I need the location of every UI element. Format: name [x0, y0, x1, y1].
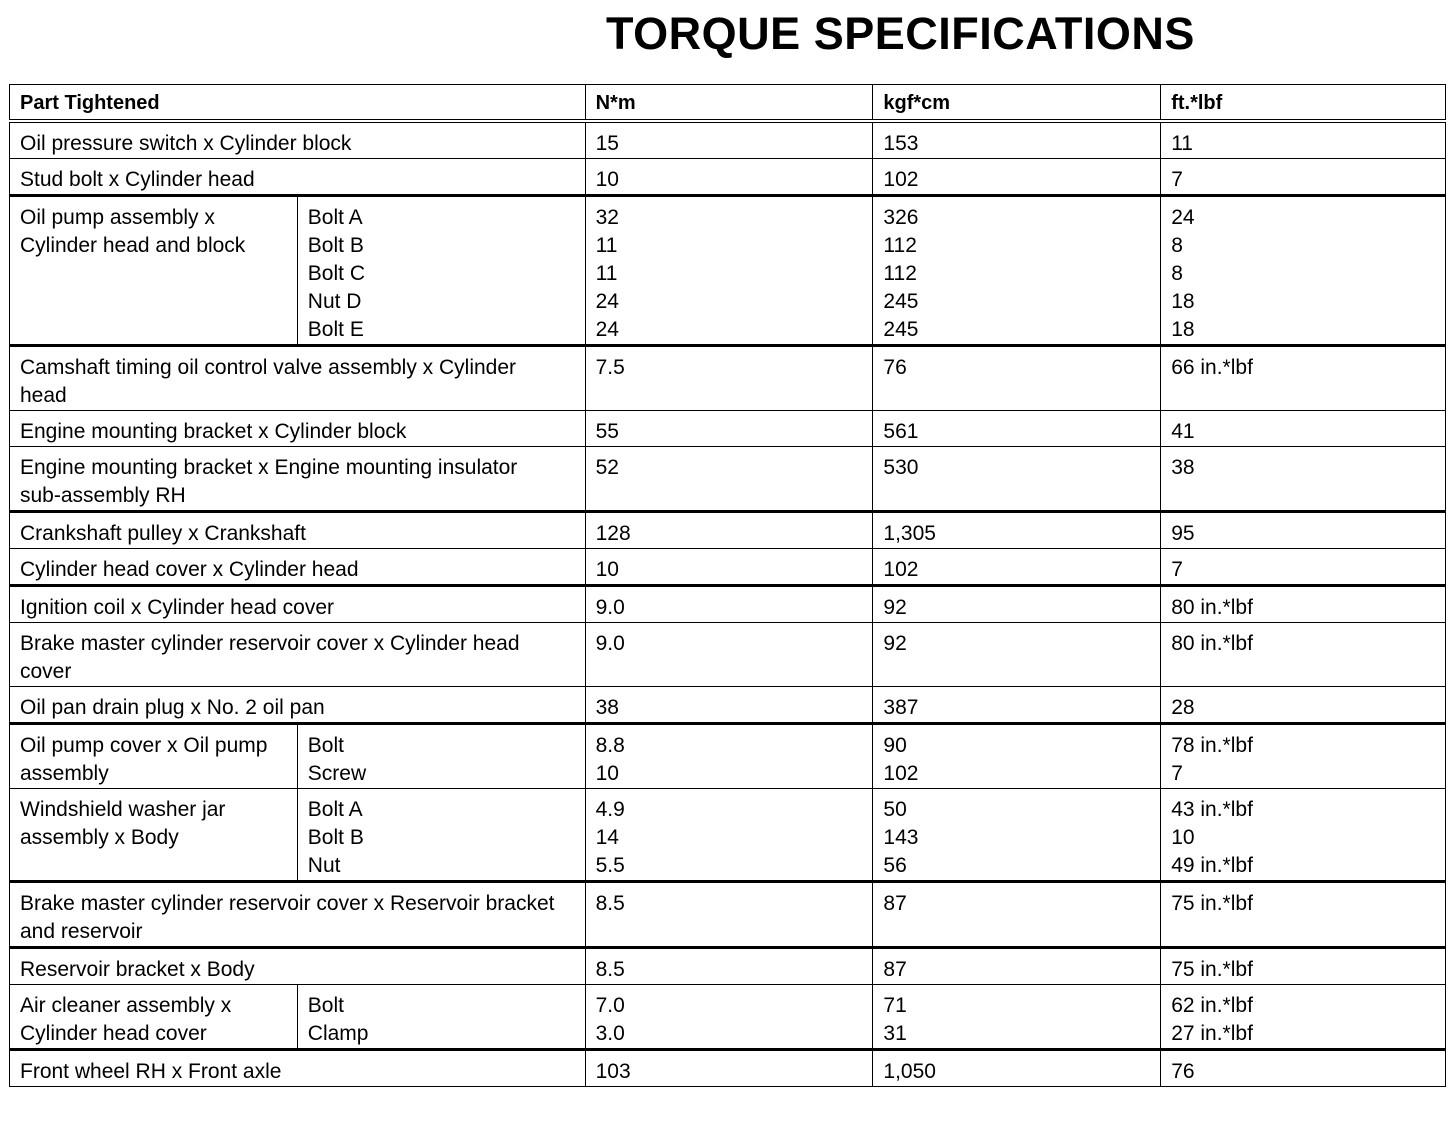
table-row	[10, 411, 1446, 447]
kgf-cell	[873, 549, 1161, 586]
kgf-cell	[873, 411, 1161, 447]
cell-text: 530	[883, 456, 919, 479]
cell-text: 153	[883, 132, 919, 155]
ft-cell	[1161, 687, 1446, 724]
cell-text: 62 in.*lbf	[1171, 994, 1253, 1017]
cell-text: 27 in.*lbf	[1171, 1022, 1253, 1045]
part-cell	[10, 882, 586, 948]
cell-text: Bolt	[307, 734, 344, 757]
part-cell	[10, 985, 298, 1050]
part-cell	[10, 586, 586, 623]
cell-text: 7	[1171, 558, 1183, 581]
kgf-cell	[873, 687, 1161, 724]
cell-text: 9.0	[595, 596, 625, 619]
cell-text: 24	[1171, 206, 1195, 229]
nm-cell	[585, 196, 873, 346]
nm-cell	[585, 1050, 873, 1087]
kgf-cell	[873, 882, 1161, 948]
cell-text: Oil pump assembly x Cylinder head and block	[20, 206, 246, 257]
cell-text: Oil pan drain plug x No. 2 oil pan	[20, 696, 325, 719]
cell-text: 7	[1171, 762, 1183, 785]
cell-text: Nut	[307, 854, 341, 877]
nm-cell	[585, 789, 873, 882]
cell-text: 8	[1171, 234, 1183, 257]
ft-cell	[1161, 411, 1446, 447]
ft-cell	[1161, 985, 1446, 1050]
cell-text: 11	[595, 234, 618, 257]
cell-text: Cylinder head cover x Cylinder head	[20, 558, 359, 581]
cell-text: 71	[883, 994, 907, 1017]
cell-text: 52	[595, 456, 619, 479]
cell-text: 9.0	[595, 632, 625, 655]
cell-text: 43 in.*lbf	[1171, 798, 1253, 821]
cell-text: 8.5	[595, 892, 625, 915]
nm-cell	[585, 549, 873, 586]
nm-cell	[585, 159, 873, 196]
ft-cell	[1161, 549, 1446, 586]
header-part: Part Tightened	[10, 85, 586, 122]
cell-text: 10	[1171, 826, 1195, 849]
part-cell	[10, 948, 586, 985]
ft-cell	[1161, 789, 1446, 882]
cell-text: 4.9	[595, 798, 625, 821]
cell-text: Clamp	[307, 1022, 369, 1045]
kgf-cell	[873, 447, 1161, 512]
nm-cell	[585, 121, 873, 159]
table-row	[10, 549, 1446, 586]
cell-text: 7.0	[595, 994, 625, 1017]
cell-text: 92	[883, 596, 907, 619]
kgf-cell	[873, 623, 1161, 687]
nm-cell	[585, 985, 873, 1050]
cell-text: Bolt C	[307, 262, 365, 285]
cell-text: Ignition coil x Cylinder head cover	[20, 596, 334, 619]
kgf-cell	[873, 948, 1161, 985]
cell-text: 103	[595, 1060, 631, 1083]
ft-cell	[1161, 159, 1446, 196]
table-row	[10, 121, 1446, 159]
table-row	[10, 512, 1446, 549]
cell-text: 10	[595, 762, 619, 785]
part-cell	[10, 789, 298, 882]
cell-text: 80 in.*lbf	[1171, 596, 1253, 619]
kgf-cell	[873, 346, 1161, 411]
sub-part-cell	[297, 724, 585, 789]
sub-part-cell	[297, 985, 585, 1050]
cell-text: 50	[883, 798, 907, 821]
kgf-cell	[873, 586, 1161, 623]
cell-text: 1,305	[883, 522, 936, 545]
cell-text: 11	[1171, 132, 1193, 155]
kgf-cell	[873, 196, 1161, 346]
ft-cell	[1161, 623, 1446, 687]
cell-text: Bolt E	[307, 318, 364, 341]
cell-text: 90	[883, 734, 907, 757]
nm-cell	[585, 724, 873, 789]
cell-text: Bolt A	[307, 206, 363, 229]
ft-cell	[1161, 346, 1446, 411]
table-row	[10, 985, 1446, 1050]
cell-text: 18	[1171, 318, 1195, 341]
cell-text: Air cleaner assembly x Cylinder head cover	[20, 994, 232, 1045]
cell-text: 66 in.*lbf	[1171, 356, 1253, 379]
part-cell	[10, 346, 586, 411]
cell-text: 32	[595, 206, 619, 229]
cell-text: 15	[595, 132, 619, 155]
cell-text: 7	[1171, 168, 1183, 191]
table-row	[10, 623, 1446, 687]
cell-text: 80 in.*lbf	[1171, 632, 1253, 655]
part-cell	[10, 411, 586, 447]
part-cell	[10, 549, 586, 586]
cell-text: 38	[595, 696, 619, 719]
cell-text: 75 in.*lbf	[1171, 892, 1253, 915]
cell-text: Windshield washer jar assembly x Body	[20, 798, 226, 849]
part-cell	[10, 623, 586, 687]
cell-text: 24	[595, 290, 619, 313]
cell-text: 49 in.*lbf	[1171, 854, 1253, 877]
part-cell	[10, 121, 586, 159]
header-kgf: kgf*cm	[873, 85, 1161, 122]
nm-cell	[585, 346, 873, 411]
title-text: TORQUE SPECIFICATIONS	[606, 8, 1195, 59]
table-row	[10, 882, 1446, 948]
cell-text: Bolt B	[307, 826, 364, 849]
cell-text: 11	[595, 262, 618, 285]
ft-cell	[1161, 196, 1446, 346]
table-row	[10, 196, 1446, 346]
ft-cell	[1161, 1050, 1446, 1087]
header-ftlbf: ft.*lbf	[1161, 85, 1446, 122]
ft-cell	[1161, 121, 1446, 159]
cell-text: 102	[883, 762, 919, 785]
cell-text: 1,050	[883, 1060, 936, 1083]
cell-text: 102	[883, 558, 919, 581]
cell-text: 245	[883, 290, 919, 313]
sub-part-cell	[297, 789, 585, 882]
cell-text: 112	[883, 234, 917, 257]
cell-text: 7.5	[595, 356, 625, 379]
table-row	[10, 159, 1446, 196]
cell-text: 18	[1171, 290, 1195, 313]
cell-text: Bolt A	[307, 798, 363, 821]
table-row	[10, 687, 1446, 724]
nm-cell	[585, 882, 873, 948]
kgf-cell	[873, 512, 1161, 549]
cell-text: 31	[883, 1022, 907, 1045]
cell-text: 76	[883, 356, 907, 379]
cell-text: Stud bolt x Cylinder head	[20, 168, 255, 191]
table-row	[10, 789, 1446, 882]
table-row	[10, 586, 1446, 623]
cell-text: 112	[883, 262, 917, 285]
nm-cell	[585, 447, 873, 512]
cell-text: 95	[1171, 522, 1195, 545]
cell-text: 5.5	[595, 854, 625, 877]
cell-text: Bolt	[307, 994, 344, 1017]
cell-text: Crankshaft pulley x Crankshaft	[20, 522, 306, 545]
kgf-cell	[873, 985, 1161, 1050]
cell-text: 28	[1171, 696, 1195, 719]
cell-text: Brake master cylinder reservoir cover x Reservoir bracket and reservoir	[20, 892, 555, 943]
cell-text: 561	[883, 420, 919, 443]
part-cell	[10, 159, 586, 196]
table-row	[10, 447, 1446, 512]
nm-cell	[585, 512, 873, 549]
cell-text: 87	[883, 892, 907, 915]
part-cell	[10, 196, 298, 346]
ft-cell	[1161, 512, 1446, 549]
kgf-cell	[873, 724, 1161, 789]
cell-text: Engine mounting bracket x Engine mounting insulator sub-assembly RH	[20, 456, 518, 507]
ft-cell	[1161, 724, 1446, 789]
ft-cell	[1161, 586, 1446, 623]
cell-text: 387	[883, 696, 919, 719]
cell-text: 245	[883, 318, 919, 341]
cell-text: Nut D	[307, 290, 362, 313]
nm-cell	[585, 623, 873, 687]
cell-text: Oil pump cover x Oil pump assembly	[20, 734, 268, 785]
cell-text: 8.8	[595, 734, 625, 757]
cell-text: 38	[1171, 456, 1195, 479]
header-row	[10, 85, 1446, 122]
cell-text: Oil pressure switch x Cylinder block	[20, 132, 352, 155]
cell-text: 78 in.*lbf	[1171, 734, 1253, 757]
torque-table-body	[10, 85, 1446, 1087]
cell-text: Camshaft timing oil control valve assembly x Cylinder head	[20, 356, 517, 407]
table-row	[10, 724, 1446, 789]
cell-text: 8.5	[595, 958, 625, 981]
nm-cell	[585, 687, 873, 724]
cell-text: Reservoir bracket x Body	[20, 958, 255, 981]
part-cell	[10, 447, 586, 512]
table-row	[10, 1050, 1446, 1087]
part-cell	[10, 687, 586, 724]
part-cell	[10, 512, 586, 549]
cell-text: 75 in.*lbf	[1171, 958, 1253, 981]
cell-text: 102	[883, 168, 919, 191]
ft-cell	[1161, 882, 1446, 948]
cell-text: 87	[883, 958, 907, 981]
cell-text: Bolt B	[307, 234, 364, 257]
cell-text: 92	[883, 632, 907, 655]
cell-text: 128	[595, 522, 631, 545]
cell-text: 56	[883, 854, 907, 877]
ft-cell	[1161, 447, 1446, 512]
torque-table	[9, 84, 1446, 1087]
kgf-cell	[873, 1050, 1161, 1087]
cell-text: Screw	[307, 762, 367, 785]
table-row	[10, 346, 1446, 411]
cell-text: Front wheel RH x Front axle	[20, 1060, 282, 1083]
sub-part-cell	[297, 196, 585, 346]
cell-text: 76	[1171, 1060, 1195, 1083]
cell-text: 326	[883, 206, 919, 229]
cell-text: Brake master cylinder reservoir cover x Cylinder head cover	[20, 632, 520, 683]
cell-text: 10	[595, 168, 619, 191]
cell-text: 143	[883, 826, 919, 849]
kgf-cell	[873, 789, 1161, 882]
ft-cell	[1161, 948, 1446, 985]
cell-text: 8	[1171, 262, 1183, 285]
table-row	[10, 948, 1446, 985]
cell-text: Engine mounting bracket x Cylinder block	[20, 420, 407, 443]
kgf-cell	[873, 121, 1161, 159]
kgf-cell	[873, 159, 1161, 196]
part-cell	[10, 1050, 586, 1087]
cell-text: 24	[595, 318, 619, 341]
cell-text: 14	[595, 826, 619, 849]
nm-cell	[585, 948, 873, 985]
cell-text: 3.0	[595, 1022, 625, 1045]
cell-text: 10	[595, 558, 619, 581]
part-cell	[10, 724, 298, 789]
cell-text: 41	[1171, 420, 1195, 443]
cell-text: 55	[595, 420, 619, 443]
nm-cell	[585, 411, 873, 447]
header-nm: N*m	[585, 85, 873, 122]
nm-cell	[585, 586, 873, 623]
